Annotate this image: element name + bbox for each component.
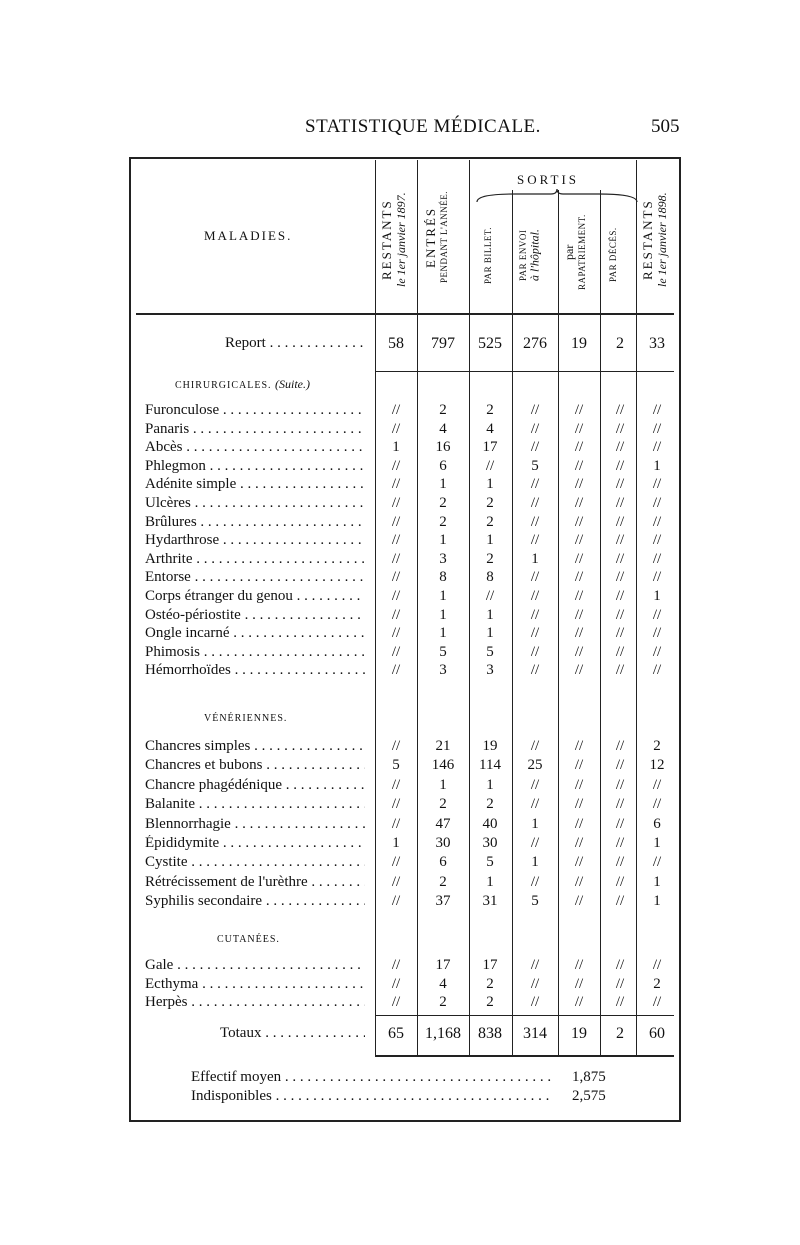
row-cell: // [530, 975, 540, 992]
row-cell: // [574, 457, 584, 474]
row-cell: // [574, 625, 584, 642]
header-par-envoi: PAR ENVOI à l'hôpital. [518, 229, 542, 281]
row-cell: // [652, 569, 662, 586]
row-cell: // [615, 606, 625, 623]
row-cell: // [574, 776, 584, 793]
row-cell: // [615, 975, 625, 992]
row-cell: // [574, 420, 584, 437]
row-cell: // [391, 873, 401, 890]
row-cell: // [615, 550, 625, 567]
row-cell: // [615, 957, 625, 973]
row-cell: // [615, 439, 625, 456]
row-cell: 1 [653, 873, 661, 890]
row-cell: 3 [439, 662, 447, 679]
row-cell: 4 [439, 975, 447, 992]
row-cell: 2 [486, 975, 494, 992]
row-cell: 58 [388, 335, 404, 352]
row-cell: // [574, 476, 584, 493]
row-cell: // [615, 457, 625, 474]
row-cell: // [574, 513, 584, 530]
row-cell: // [652, 957, 662, 973]
table-row [0, 994, 800, 1015]
row-cell: 1 [439, 625, 447, 642]
row-cell: // [391, 402, 401, 418]
row-cell: // [574, 550, 584, 567]
row-cell: // [530, 439, 540, 456]
row-label: Ongle incarné . . . [145, 625, 365, 642]
row-cell: // [530, 643, 540, 660]
row-cell: // [615, 994, 625, 1010]
row-label: Syphilis secondaire . . . [145, 893, 365, 910]
row-cell: // [574, 815, 584, 832]
row-cell: 1 [439, 532, 447, 549]
row-cell: 60 [649, 1025, 665, 1042]
row-cell: // [615, 625, 625, 642]
header-par-deces: PAR DÉCÈS. [608, 227, 618, 283]
row-cell: 16 [435, 439, 451, 456]
row-label: Chancres simples . . . [145, 738, 365, 755]
row-cell: 1 [486, 873, 494, 890]
row-cell: 1 [439, 476, 447, 493]
row-cell: // [615, 513, 625, 530]
row-cell: 1 [486, 532, 494, 549]
report-row [0, 335, 800, 356]
row-cell: // [615, 757, 625, 774]
row-cell: // [652, 476, 662, 493]
row-cell: // [391, 495, 401, 511]
row-cell: // [530, 569, 540, 586]
row-cell: 30 [435, 835, 451, 851]
row-cell: // [615, 476, 625, 493]
row-cell: 30 [482, 835, 498, 851]
row-cell: // [574, 975, 584, 992]
row-cell: // [530, 776, 540, 793]
row-cell: // [574, 957, 584, 973]
row-cell: // [530, 588, 540, 604]
row-cell: // [615, 643, 625, 660]
row-label: Herpès . . . [145, 994, 365, 1011]
row-cell: // [652, 662, 662, 679]
row-cell: 19 [571, 1025, 587, 1042]
header-par-billet: PAR BILLET. [483, 226, 493, 284]
totals-row [0, 1025, 800, 1046]
table-row [0, 893, 800, 914]
row-cell: 2 [616, 335, 624, 352]
table-row [0, 835, 800, 856]
row-cell: // [615, 815, 625, 832]
row-cell: // [485, 588, 495, 604]
row-cell: 31 [482, 893, 498, 910]
row-cell: // [391, 588, 401, 604]
row-cell: 6 [653, 815, 661, 832]
sortis-brace [475, 188, 640, 204]
row-cell: // [615, 893, 625, 910]
row-cell: // [652, 994, 662, 1010]
row-cell: // [615, 662, 625, 679]
row-cell: 525 [478, 335, 502, 352]
row-cell: // [391, 550, 401, 567]
row-cell: // [574, 854, 584, 871]
header-restants-1898: RESTANTS le 1er janvier 1898. [640, 192, 669, 288]
row-cell: // [574, 738, 584, 754]
row-cell: // [652, 420, 662, 437]
section-chirurgicales: CHIRURGICALES. (Suite.) [175, 377, 311, 391]
row-label: Hydarthrose . . . [145, 532, 365, 549]
header-entres: ENTRÉS PENDANT L'ANNÉE. [423, 191, 449, 284]
row-cell: // [574, 439, 584, 456]
row-cell: // [652, 495, 662, 511]
row-cell: // [391, 796, 401, 813]
row-cell: // [615, 835, 625, 851]
row-cell: // [615, 402, 625, 418]
row-cell: // [391, 893, 401, 910]
row-label: Chancres et bubons . . . [145, 757, 365, 774]
header-maladies: MALADIES. [204, 228, 293, 243]
row-label: Rétrécissement de l'urèthre . . . [145, 874, 365, 891]
row-label: Phlegmon . . . [145, 458, 365, 475]
row-cell: // [391, 606, 401, 623]
row-cell: 276 [523, 335, 547, 352]
row-label: Phimosis . . . [145, 644, 365, 661]
row-cell: // [652, 532, 662, 549]
header-rapatriement: par RAPATRIEMENT. [562, 214, 587, 291]
row-cell: 17 [482, 957, 498, 973]
row-label: Chancre phagédénique . . . [145, 777, 365, 794]
row-cell: 4 [439, 420, 447, 437]
totals-rule-bottom [375, 1055, 674, 1057]
row-cell: // [530, 994, 540, 1010]
row-cell: 1 [486, 476, 494, 493]
row-cell: 2 [486, 994, 494, 1010]
row-cell: 33 [649, 335, 665, 352]
row-cell: // [615, 495, 625, 511]
row-cell: 2 [439, 873, 447, 890]
header-restants-1897: RESTANTS le 1er janvier 1897. [379, 192, 408, 288]
row-cell: 2 [439, 994, 447, 1010]
row-cell: 2 [439, 495, 447, 511]
row-label: Arthrite . . . [145, 551, 365, 568]
footer-indisponibles-label: Indisponibles . . . [191, 1088, 551, 1105]
row-cell: // [530, 873, 540, 890]
row-cell: 2 [616, 1025, 624, 1042]
row-cell: // [530, 513, 540, 530]
row-cell: 17 [435, 957, 451, 973]
row-cell: 4 [486, 420, 494, 437]
row-label: Abcès . . . [145, 439, 365, 456]
row-cell: // [615, 873, 625, 890]
row-cell: // [530, 625, 540, 642]
row-cell: 1 [531, 854, 539, 871]
row-cell: // [574, 643, 584, 660]
row-cell: // [391, 854, 401, 871]
row-cell: // [391, 662, 401, 679]
row-cell: 1 [653, 457, 661, 474]
row-cell: 1 [392, 439, 400, 456]
row-cell: 2 [653, 738, 661, 754]
row-cell: 2 [486, 796, 494, 813]
row-cell: 5 [486, 854, 494, 871]
totals-rule-top [375, 1015, 674, 1016]
row-cell: 6 [439, 854, 447, 871]
row-label: Entorse . . . [145, 569, 365, 586]
row-cell: // [652, 643, 662, 660]
row-cell: // [391, 420, 401, 437]
row-label: Balanite . . . [145, 796, 365, 813]
row-cell: // [652, 513, 662, 530]
table-row [0, 796, 800, 817]
row-cell: // [530, 532, 540, 549]
table-row [0, 757, 800, 778]
row-cell: 1 [392, 835, 400, 851]
row-cell: // [615, 776, 625, 793]
row-cell: // [530, 476, 540, 493]
table-row [0, 854, 800, 875]
row-cell: 40 [482, 815, 498, 832]
row-cell: // [391, 625, 401, 642]
row-cell: 8 [439, 569, 447, 586]
row-cell: // [391, 532, 401, 549]
row-cell: // [574, 757, 584, 774]
row-cell: 1 [653, 893, 661, 910]
page-number: 505 [651, 116, 680, 137]
row-cell: 1,168 [425, 1025, 461, 1042]
table-row [0, 777, 800, 798]
row-label: Report . . . [225, 335, 365, 352]
row-label: Totaux . . . [220, 1025, 365, 1042]
table-row [0, 816, 800, 837]
row-cell: // [574, 588, 584, 604]
row-cell: // [615, 796, 625, 813]
row-cell: 2 [486, 402, 494, 418]
row-cell: // [652, 402, 662, 418]
row-cell: // [574, 662, 584, 679]
row-cell: // [530, 796, 540, 813]
row-cell: // [391, 643, 401, 660]
row-label: Corps étranger du genou . . . [145, 588, 365, 605]
row-label: Gale . . . [145, 957, 365, 974]
row-cell: 3 [439, 550, 447, 567]
page-title: STATISTIQUE MÉDICALE. [305, 116, 541, 137]
row-cell: // [391, 569, 401, 586]
row-cell: 12 [649, 757, 665, 774]
row-cell: 19 [571, 335, 587, 352]
row-cell: 1 [486, 776, 494, 793]
row-cell: // [485, 457, 495, 474]
row-cell: 6 [439, 457, 447, 474]
row-cell: // [652, 439, 662, 456]
row-cell: 1 [439, 588, 447, 604]
row-cell: 8 [486, 569, 494, 586]
row-cell: 1 [653, 835, 661, 851]
row-cell: // [530, 738, 540, 754]
row-cell: // [574, 796, 584, 813]
row-label: Brûlures . . . [145, 514, 365, 531]
row-cell: 2 [486, 495, 494, 511]
row-cell: 25 [527, 757, 543, 774]
row-cell: 114 [479, 757, 501, 774]
row-cell: // [574, 569, 584, 586]
row-cell: 19 [482, 738, 498, 754]
row-cell: 2 [439, 402, 447, 418]
row-cell: // [391, 994, 401, 1010]
row-cell: 146 [431, 757, 455, 774]
row-cell: 2 [653, 975, 661, 992]
row-cell: 1 [531, 550, 539, 567]
footer-effectif-label: Effectif moyen . . . [191, 1069, 551, 1086]
row-label: Ecthyma . . . [145, 976, 365, 993]
row-cell: // [574, 994, 584, 1010]
row-cell: // [615, 738, 625, 754]
row-cell: 1 [653, 588, 661, 604]
row-cell: // [652, 625, 662, 642]
row-cell: 37 [435, 893, 451, 910]
section-cutanees: CUTANÉES. [217, 934, 280, 945]
row-cell: // [391, 457, 401, 474]
row-label: Ostéo-périostite . . . [145, 607, 365, 624]
row-cell: // [652, 606, 662, 623]
table-row [0, 662, 800, 683]
row-cell: 1 [531, 815, 539, 832]
row-cell: // [530, 606, 540, 623]
row-cell: // [652, 550, 662, 567]
row-cell: // [574, 402, 584, 418]
header-sortis: SORTIS [517, 172, 580, 187]
footer-indisponibles-value: 2,575 [572, 1088, 606, 1104]
row-cell: // [391, 513, 401, 530]
row-cell: // [574, 495, 584, 511]
row-label: Hémorrhoïdes . . . [145, 662, 365, 679]
row-cell: // [615, 420, 625, 437]
row-cell: // [615, 854, 625, 871]
row-label: Ulcères . . . [145, 495, 365, 512]
row-cell: // [530, 495, 540, 511]
row-cell: // [391, 815, 401, 832]
row-cell: 1 [486, 625, 494, 642]
row-cell: // [391, 776, 401, 793]
row-cell: 3 [486, 662, 494, 679]
row-cell: 5 [392, 757, 400, 774]
row-cell: // [652, 854, 662, 871]
row-label: Épididymite . . . [145, 835, 365, 852]
row-cell: 17 [482, 439, 498, 456]
row-cell: 1 [486, 606, 494, 623]
row-cell: 21 [435, 738, 451, 754]
row-cell: 5 [531, 893, 539, 910]
row-cell: // [574, 893, 584, 910]
row-cell: 1 [439, 606, 447, 623]
row-cell: 1 [439, 776, 447, 793]
row-cell: // [391, 738, 401, 754]
section-veneriennes: VÉNÉRIENNES. [204, 713, 288, 724]
table-row [0, 874, 800, 895]
report-rule [375, 371, 674, 372]
row-cell: // [615, 569, 625, 586]
row-cell: // [574, 835, 584, 851]
row-cell: 838 [478, 1025, 502, 1042]
row-cell: 2 [439, 513, 447, 530]
row-cell: 47 [435, 815, 451, 832]
table-row [0, 738, 800, 759]
row-cell: // [574, 873, 584, 890]
row-cell: 5 [531, 457, 539, 474]
footer-effectif-value: 1,875 [572, 1069, 606, 1085]
row-cell: 5 [439, 643, 447, 660]
row-label: Furonculose . . . [145, 402, 365, 419]
row-cell: 797 [431, 335, 455, 352]
row-label: Adénite simple . . . [145, 476, 365, 493]
row-cell: // [574, 606, 584, 623]
row-cell: 2 [486, 550, 494, 567]
row-cell: // [530, 420, 540, 437]
row-cell: // [391, 957, 401, 973]
row-cell: // [530, 835, 540, 851]
row-label: Cystite . . . [145, 854, 365, 871]
row-cell: 65 [388, 1025, 404, 1042]
row-cell: 2 [486, 513, 494, 530]
row-cell: 5 [486, 643, 494, 660]
row-cell: // [652, 796, 662, 813]
row-cell: // [615, 588, 625, 604]
row-cell: // [391, 975, 401, 992]
row-cell: // [530, 662, 540, 679]
row-cell: // [391, 476, 401, 493]
row-cell: 314 [523, 1025, 547, 1042]
row-cell: // [530, 957, 540, 973]
row-cell: // [652, 776, 662, 793]
row-cell: // [615, 532, 625, 549]
row-cell: // [530, 402, 540, 418]
row-label: Panaris . . . [145, 421, 365, 438]
row-cell: 2 [439, 796, 447, 813]
row-label: Blennorrhagie . . . [145, 816, 365, 833]
row-cell: // [574, 532, 584, 549]
header-rule [136, 313, 674, 315]
